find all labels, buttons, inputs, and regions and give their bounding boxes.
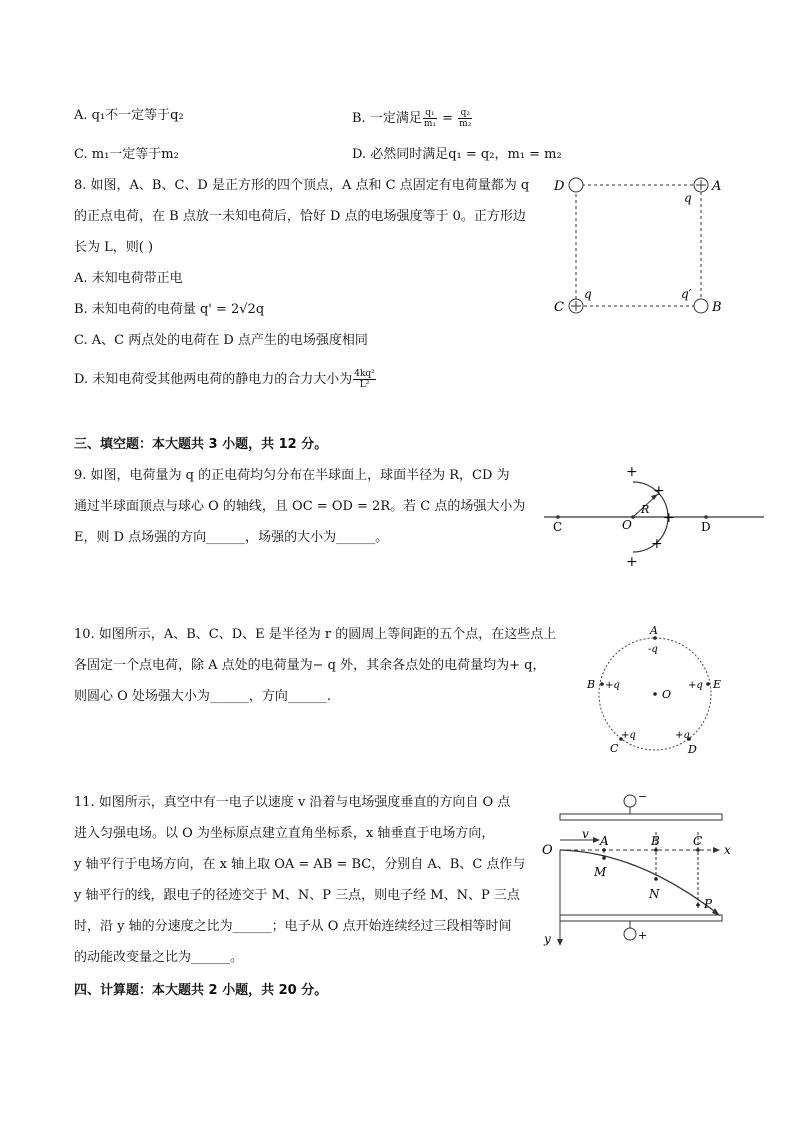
q8-option-d-prefix: D. 未知电荷受其他两电荷的静电力的合力大小为	[74, 372, 353, 387]
q8-option-c: C. A、C 两点处的电荷在 D 点产生的电场强度相同	[74, 333, 368, 348]
y-axis-arrow-icon	[557, 939, 563, 946]
point-e-dot	[706, 682, 710, 686]
q8-option-b: B. 未知电荷的电荷量 q' = 2√2q	[74, 302, 265, 317]
bottom-terminal-sign: +	[638, 929, 648, 942]
q7-option-b-frac2	[458, 108, 472, 129]
q10-line-3: 则圆心 O 处场强大小为______，方向______.	[74, 689, 332, 704]
point-m-dot	[602, 856, 606, 860]
q9-line-3: E，则 D 点场强的方向______，场强的大小为______。	[74, 530, 389, 545]
q9-hemisphere-figure	[540, 465, 770, 570]
top-terminal-icon	[624, 795, 636, 807]
q7-option-b	[352, 108, 473, 129]
label-c: C	[610, 742, 619, 755]
label-x: x	[724, 843, 731, 857]
label-o: O	[662, 688, 672, 701]
q11-line-4: y 轴平行的线，跟电子的径迹交于 M、N、P 三点，则电子经 M、N、P 三点	[74, 888, 520, 903]
q8-square-figure	[550, 172, 730, 317]
label-p: P	[704, 897, 713, 911]
label-c: C	[693, 834, 703, 848]
label-y: y	[544, 932, 551, 946]
plus-sign-bottom: +	[626, 554, 638, 570]
top-plate	[560, 814, 722, 820]
q7-option-b-frac1	[423, 108, 437, 129]
section-4-heading: 四、计算题：本大题共 2 小题，共 20 分。	[74, 983, 328, 998]
q10-circle-figure	[585, 622, 755, 757]
electron-trajectory	[560, 850, 718, 914]
charge-b: +q	[605, 680, 620, 691]
charge-a: -q	[648, 644, 658, 655]
q8-line-1: 8. 如图，A、B、C、D 是正方形的四个顶点，A 点和 C 点固定有电荷量都为 q	[74, 178, 530, 193]
q11-line-2: 进入匀强电场。以 O 为坐标原点建立直角坐标系，x 轴垂直于电场方向，	[74, 826, 495, 841]
q9-line-2: 通过半球面顶点与球心 O 的轴线，且 OC = OD = 2R。若 C 点的场强大小为	[74, 499, 526, 514]
frac-numerator: q₁	[423, 108, 437, 119]
frac-denominator: m₂	[459, 119, 472, 129]
q11-line-3: y 轴平行于电场方向，在 x 轴上取 OA = AB = BC，分别自 A、B、C 点作与	[74, 857, 526, 872]
top-terminal-sign: −	[638, 790, 648, 803]
q8-option-d-frac	[353, 369, 376, 390]
q8-line-2: 的正点电荷，在 B 点放一未知电荷后，恰好 D 点的电场强度等于 0。正方形边	[74, 209, 526, 224]
point-c-dot	[696, 848, 700, 852]
q7-option-a: A. q₁不一定等于q₂	[74, 108, 184, 123]
q11-line-1: 11. 如图所示，真空中有一电子以速度 v 沿着与电场强度垂直的方向自 O 点	[74, 795, 511, 810]
label-c: C	[553, 520, 563, 534]
label-a: A	[600, 834, 609, 848]
point-d-marker	[569, 178, 583, 192]
q8-option-d	[74, 369, 377, 390]
bottom-terminal-icon	[624, 928, 636, 940]
point-b-dot	[600, 682, 604, 686]
plus-sign-upper: +	[653, 483, 665, 499]
charge-a: q	[684, 191, 692, 205]
equals-sign: =	[442, 111, 454, 126]
frac-denominator: L²	[359, 380, 370, 390]
label-c: C	[554, 300, 564, 315]
plus-sign-middle: +	[663, 510, 675, 526]
label-o: O	[542, 843, 553, 858]
label-b: B	[587, 678, 596, 691]
q7-option-c: C. m₁一定等于m₂	[74, 147, 179, 162]
label-n: N	[649, 887, 660, 901]
label-b: B	[712, 300, 722, 315]
q7-option-d: D. 必然同时满足q₁ = q₂，m₁ = m₂	[352, 147, 562, 162]
label-d: D	[688, 743, 697, 756]
label-e: E	[713, 678, 722, 691]
x-axis-arrow-icon	[713, 847, 720, 853]
point-n-dot	[654, 877, 658, 881]
q11-line-5: 时，沿 y 轴的分速度之比为______；电子从 O 点开始连续经过三段相等时间	[74, 919, 512, 934]
frac-numerator: q₂	[458, 108, 472, 119]
charge-c: +q	[621, 730, 636, 741]
charge-c: q	[584, 287, 592, 301]
label-d: D	[701, 520, 711, 534]
label-v: v	[582, 827, 589, 841]
velocity-arrow-icon	[593, 837, 600, 843]
charge-d: +q	[675, 730, 690, 741]
section-3-heading: 三、填空题：本大题共 3 小题，共 12 分。	[74, 437, 328, 452]
point-d-dot	[704, 515, 708, 519]
label-d: D	[554, 179, 565, 194]
point-o-dot	[653, 692, 657, 696]
q9-line-1: 9. 如图，电荷量为 q 的正电荷均匀分布在半球面上，球面半径为 R，CD 为	[74, 468, 510, 483]
label-r: R	[641, 503, 650, 516]
q8-option-a: A. 未知电荷带正电	[74, 271, 183, 286]
point-p-dot	[696, 903, 700, 907]
plus-sign-top: +	[626, 464, 638, 480]
charge-e: +q	[688, 680, 703, 691]
q10-line-2: 各固定一个点电荷，除 A 点处的电荷量为− q 外，其余各点处的电荷量均为+ q，	[74, 658, 546, 673]
point-a-dot	[602, 848, 606, 852]
label-m: M	[594, 865, 607, 879]
bottom-plate	[560, 915, 722, 921]
frac-numerator: 4kq²	[354, 369, 375, 379]
q11-line-6: 的动能改变量之比为______。	[74, 950, 244, 965]
q8-line-3: 长为 L，则( )	[74, 240, 154, 255]
q11-electron-field-figure	[538, 790, 738, 950]
point-b-marker	[694, 299, 708, 313]
plus-sign-lower: +	[651, 536, 663, 552]
charge-b: q′	[681, 287, 692, 301]
label-o: O	[622, 518, 632, 532]
point-b-dot	[654, 848, 658, 852]
label-a: A	[712, 179, 722, 194]
label-b: B	[651, 834, 660, 848]
q10-line-1: 10. 如图所示，A、B、C、D、E 是半径为 r 的圆周上等间距的五个点，在这些点上	[74, 627, 557, 642]
point-c-dot	[556, 515, 560, 519]
label-a: A	[650, 624, 658, 637]
q7-option-b-prefix: B. 一定满足	[352, 111, 422, 126]
frac-denominator: m₁	[423, 119, 436, 129]
